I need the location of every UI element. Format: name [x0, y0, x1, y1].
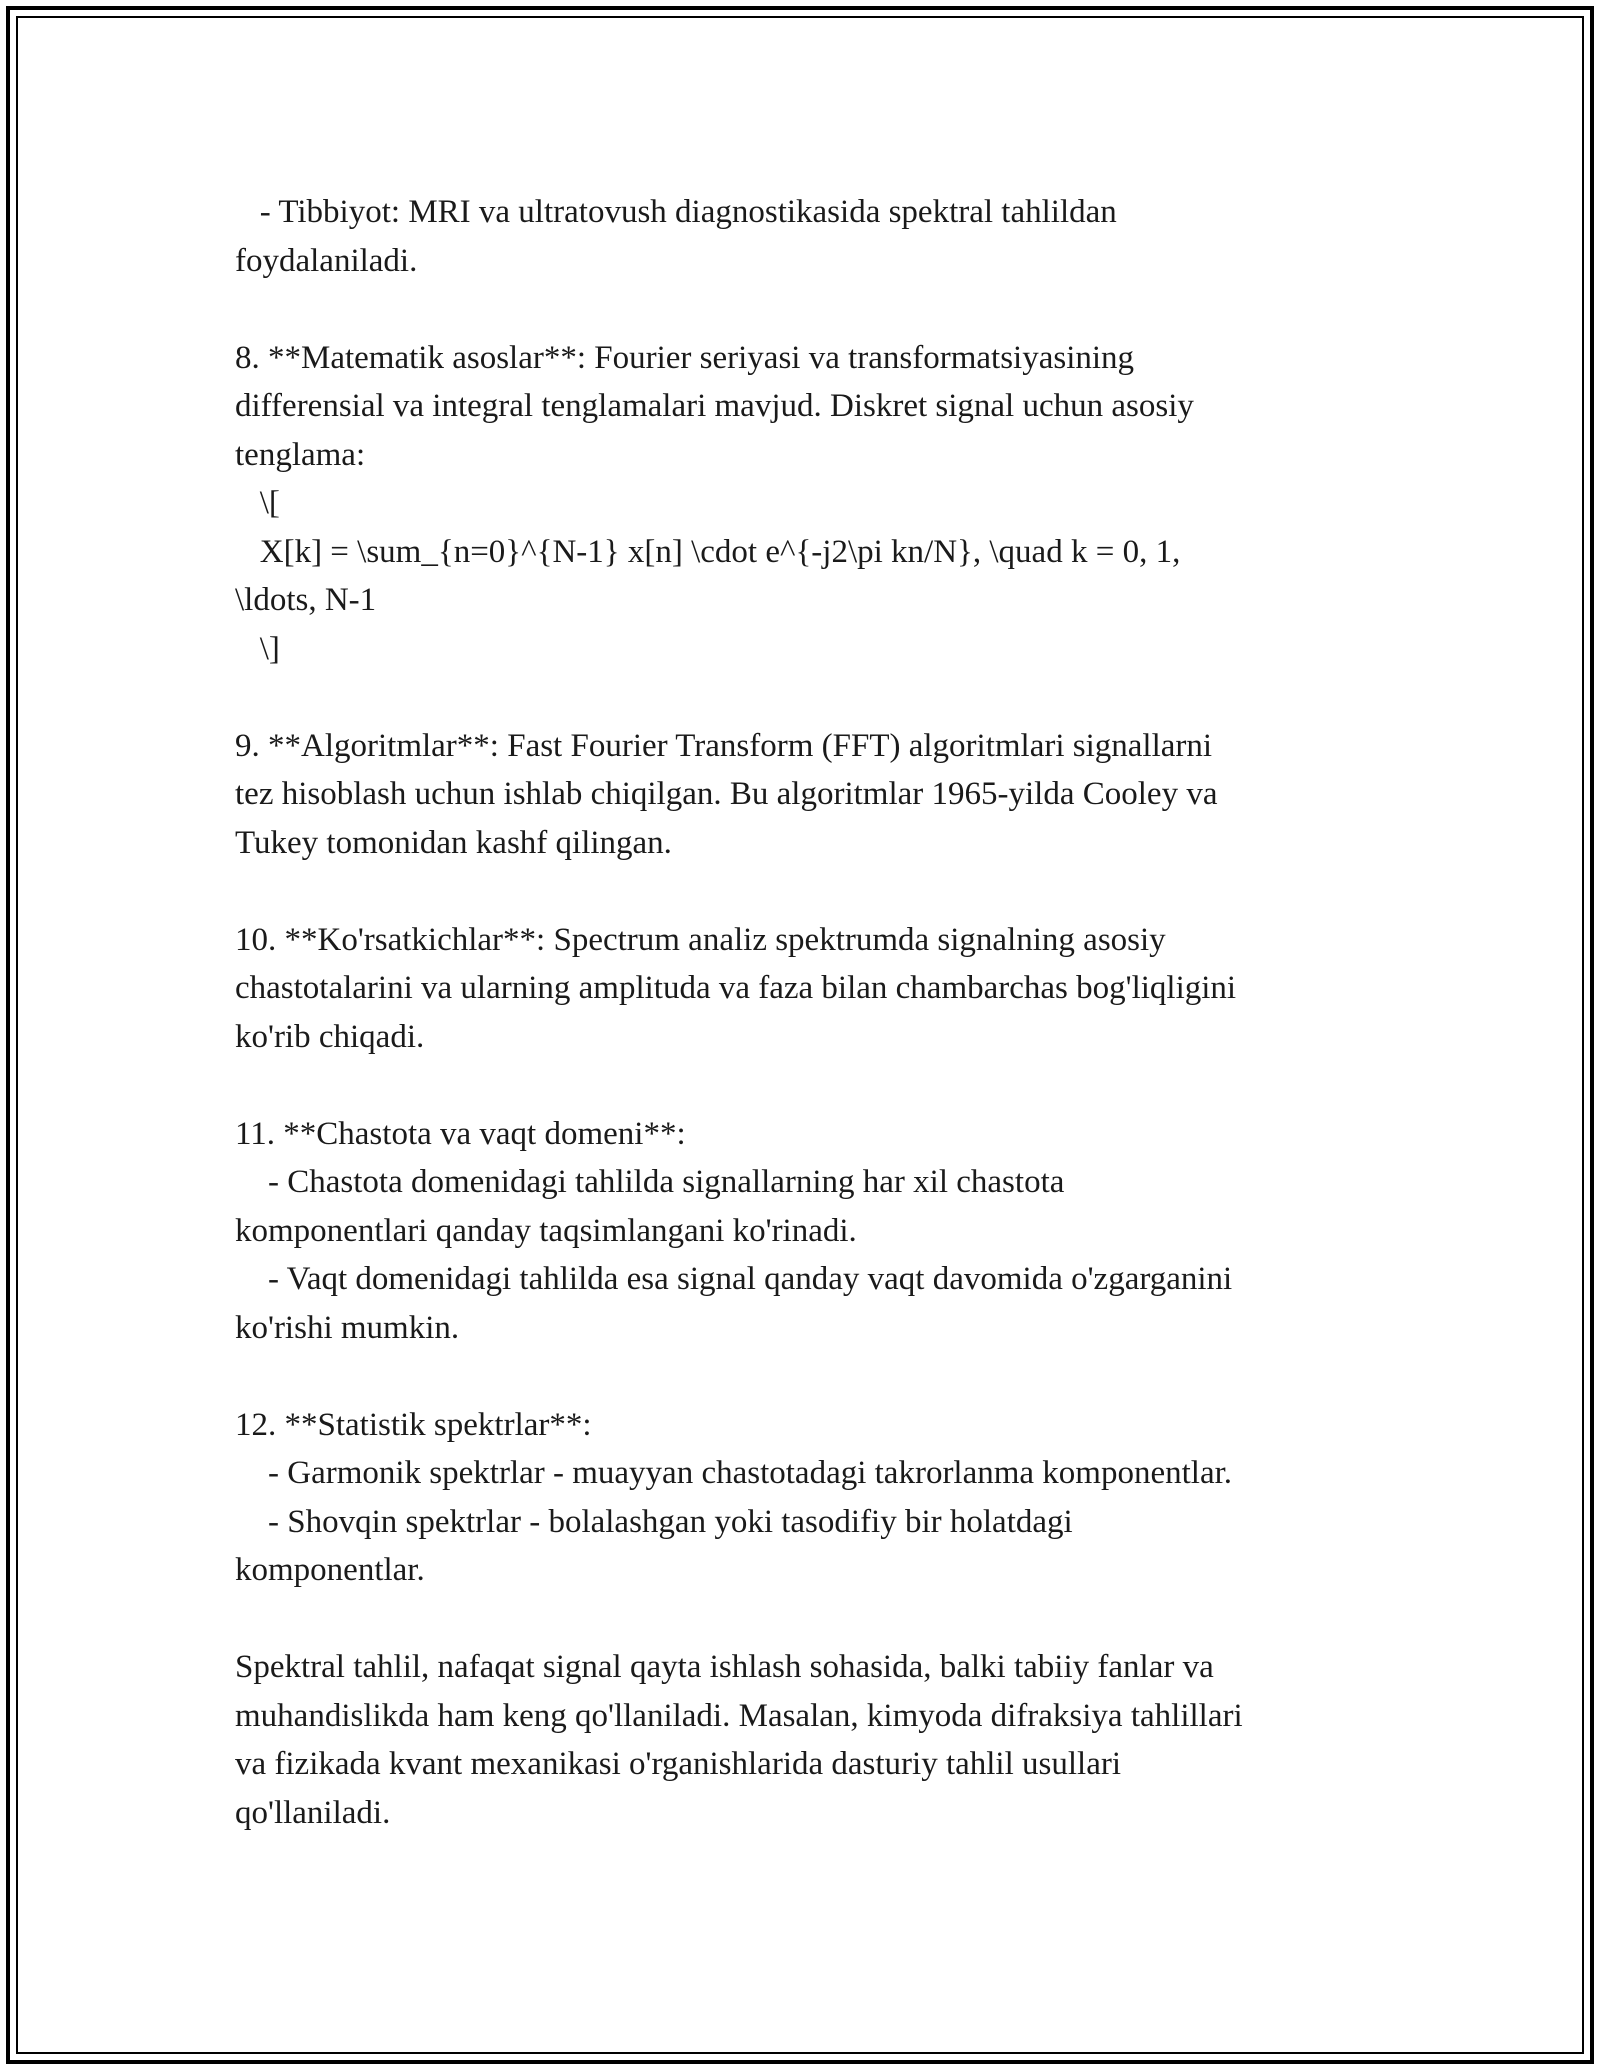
text-line: muhandislikda ham keng qo'llaniladi. Masalan, kimyoda difraksiya tahlillari — [235, 1697, 1243, 1734]
section-heading-line: 10. **Ko'rsatkichlar**: Spectrum analiz spektrumda signalning asosiy — [235, 921, 1166, 958]
document-body — [235, 188, 1365, 1837]
section-heading-line: 12. **Statistik spektrlar**: — [235, 1406, 592, 1443]
bullet-line: - Shovqin spektrlar - bolalashgan yoki tasodifiy bir holatdagi — [235, 1503, 1073, 1540]
text-line: foydalaniladi. — [235, 242, 418, 279]
text-line: komponentlar. — [235, 1552, 425, 1588]
equation-line: X[k] = \sum_{n=0}^{N-1} x[n] \cdot e^{-j2\pi kn/N}, \quad k = 0, 1, — [235, 533, 1181, 570]
text-line: tez hisoblash uchun ishlab chiqilgan. Bu algoritmlar 1965-yilda Cooley va — [235, 776, 1218, 812]
paragraph-gap — [235, 673, 1365, 722]
text-line: ko'rib chiqadi. — [235, 1018, 425, 1055]
bullet-line: - Chastota domenidagi tahlilda signallarning har xil chastota — [235, 1164, 1065, 1200]
text-line: - Tibbiyot: MRI va ultratovush diagnostikasida spektral tahlildan — [235, 194, 1117, 230]
text-line: va fizikada kvant mexanikasi o'rganishlarida dasturiy tahlil usullari — [235, 1746, 1122, 1782]
paragraph-gap — [235, 1352, 1365, 1401]
tibbiyot-item — [235, 188, 1365, 285]
paragraph-gap — [235, 285, 1365, 334]
text-line: differensial va integral tenglamalari mavjud. Diskret signal uchun asosiy — [235, 388, 1194, 424]
section-12-statistik-spektrlar — [235, 1401, 1365, 1595]
bullet-line: - Vaqt domenidagi tahlilda esa signal qanday vaqt davomida o'zgarganini — [235, 1261, 1233, 1297]
section-8-matematik-asoslar — [235, 334, 1365, 674]
bullet-line: - Garmonik spektrlar - muayyan chastotadagi takrorlanma komponentlar. — [235, 1455, 1233, 1491]
equation-line: \ldots, N-1 — [235, 582, 377, 618]
section-heading-line: 11. **Chastota va vaqt domeni**: — [235, 1115, 686, 1152]
equation-open-line: \[ — [235, 485, 280, 521]
closing-paragraph — [235, 1643, 1365, 1837]
text-line: tenglama: — [235, 436, 366, 473]
text-line: komponentlari qanday taqsimlangani ko'rinadi. — [235, 1212, 857, 1249]
paragraph-gap — [235, 867, 1365, 916]
equation-close-line: \] — [235, 630, 280, 667]
section-10-korsatkichlar — [235, 916, 1365, 1062]
section-11-chastota-va-vaqt-domeni — [235, 1110, 1365, 1353]
text-line: qo'llaniladi. — [235, 1794, 391, 1831]
text-line: ko'rishi mumkin. — [235, 1309, 460, 1346]
text-line: Tukey tomonidan kashf qilingan. — [235, 824, 672, 861]
section-heading-line: 9. **Algoritmlar**: Fast Fourier Transform (FFT) algoritmlari signallarni — [235, 727, 1213, 764]
text-line: chastotalarini va ularning amplituda va faza bilan chambarchas bog'liqligini — [235, 970, 1237, 1006]
paragraph-gap — [235, 1061, 1365, 1110]
section-heading-line: 8. **Matematik asoslar**: Fourier seriyasi va transformatsiyasining — [235, 339, 1135, 376]
text-line: Spektral tahlil, nafaqat signal qayta ishlash sohasida, balki tabiiy fanlar va — [235, 1649, 1214, 1685]
section-9-algoritmlar — [235, 722, 1365, 868]
paragraph-gap — [235, 1595, 1365, 1644]
